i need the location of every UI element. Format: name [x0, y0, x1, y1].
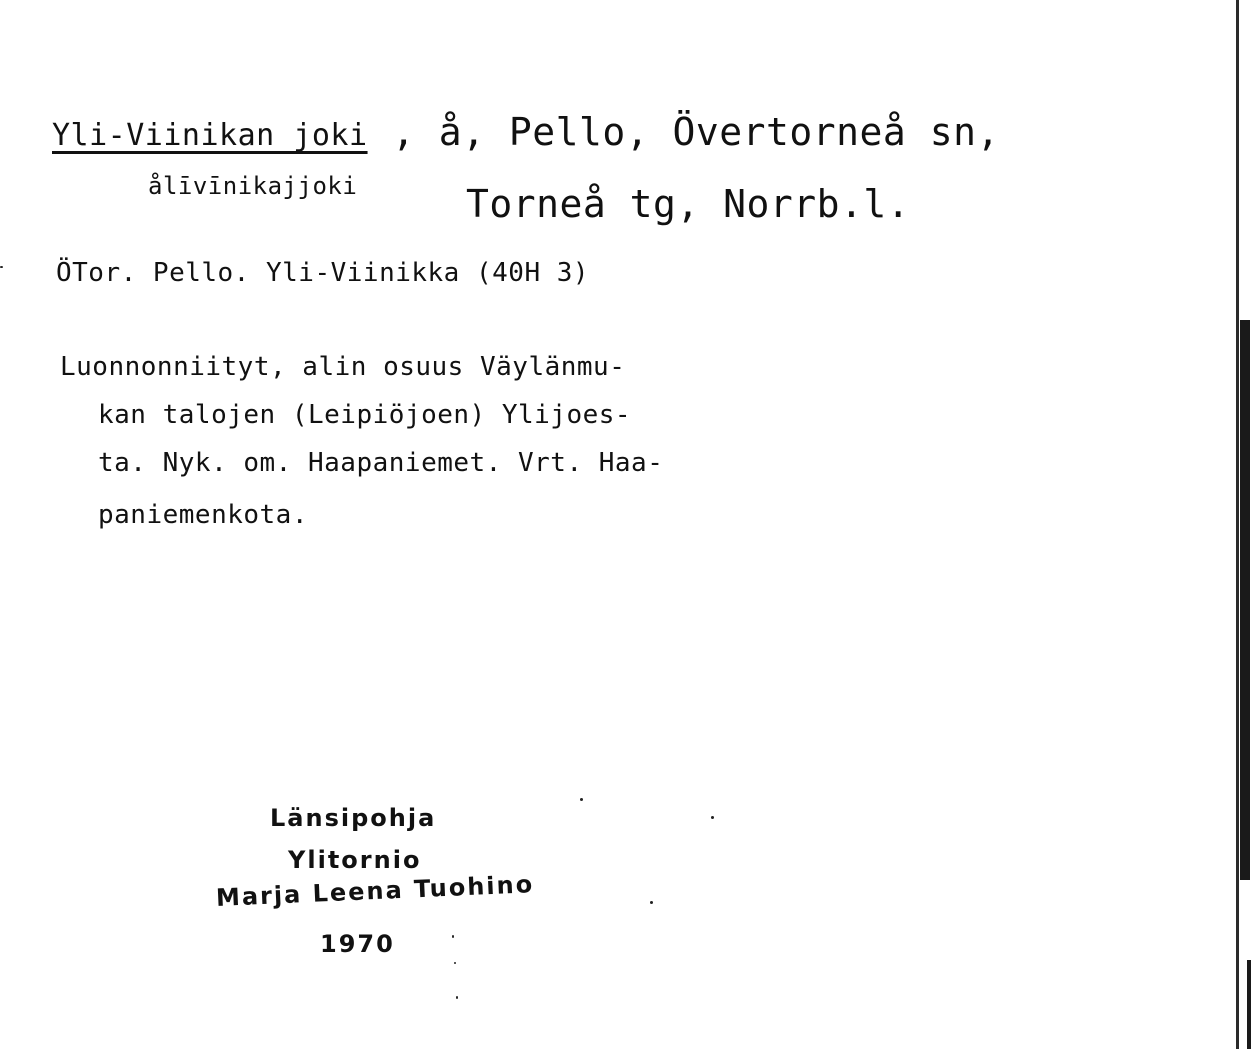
location-line-2: Torneå tg, Norrb.l.: [466, 182, 911, 226]
headword: Yli-Viinikan joki: [52, 118, 368, 153]
scan-speck: [456, 996, 458, 999]
scan-speck: [452, 935, 454, 938]
scan-speck: [650, 901, 653, 904]
description-line: Luonnonniityt, alin osuus Väylänmu-: [60, 352, 626, 382]
scan-speck: [0, 266, 3, 268]
scan-edge: [1247, 960, 1251, 1049]
description-line: paniemenkota.: [98, 500, 308, 530]
scan-speck: [580, 798, 583, 801]
scan-edge: [1240, 320, 1250, 880]
description-line: kan talojen (Leipiöjoen) Ylijoes-: [98, 400, 632, 430]
stamp-parish: Ylitornio: [288, 846, 422, 874]
description-line: ta. Nyk. om. Haapaniemet. Vrt. Haa-: [98, 448, 664, 478]
location-line-1: , å, Pello, Övertorneå sn,: [392, 110, 1000, 154]
scan-speck: [454, 962, 456, 964]
reference-line: ÖTor. Pello. Yli-Viinikka (40H 3): [56, 258, 590, 288]
stamp-collector: Marja Leena Tuohino: [215, 870, 535, 912]
pronunciation: ålīvīnikajjoki: [148, 172, 358, 200]
stamp-year: 1970: [320, 930, 395, 958]
stamp-region: Länsipohja: [270, 804, 437, 832]
scan-speck: [711, 816, 714, 819]
scan-edge: [1236, 0, 1239, 1049]
